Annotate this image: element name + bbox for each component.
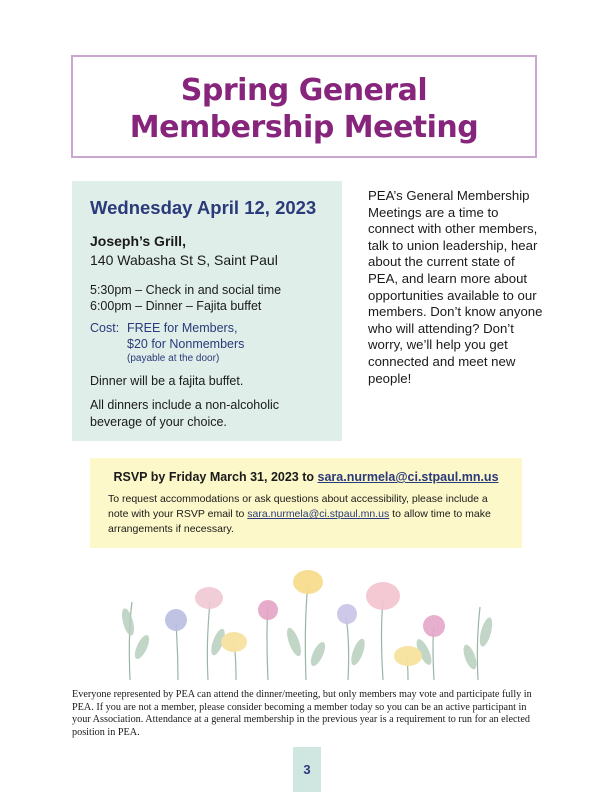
rsvp-email-link[interactable]: sara.nurmela@ci.stpaul.mn.us bbox=[317, 470, 499, 484]
schedule bbox=[90, 282, 324, 314]
membership-disclaimer: Everyone represented by PEA can attend the dinner/meeting, but only members may vote and participate fully in PEA. If you are not a member, please consider becoming a member today so you can be an active participant in your Association. Attendance at a general membership in the previous year is a requirement to run for an elected position in PEA. bbox=[72, 689, 532, 738]
page-number: 3 bbox=[293, 747, 321, 792]
cost-info bbox=[90, 320, 324, 365]
cost-nonmembers: $20 for Nonmembers bbox=[127, 337, 245, 351]
page-title-line-1: Spring General bbox=[180, 73, 428, 108]
rsvp-accessibility-note bbox=[108, 492, 504, 537]
dinner-note: Dinner will be a fajita buffet. bbox=[90, 374, 244, 388]
rsvp-heading-text: RSVP by Friday March 31, 2023 to bbox=[113, 470, 318, 484]
event-details-box bbox=[72, 181, 342, 441]
rsvp-body-email-link[interactable]: sara.nurmela@ci.stpaul.mn.us bbox=[247, 508, 390, 520]
rsvp-heading bbox=[108, 470, 504, 484]
rsvp-body-text: To request accommodations or ask questions about accessibility, please include a note with your RSVP email to bbox=[108, 493, 488, 520]
watercolor-flowers-illustration bbox=[118, 562, 494, 682]
page-title-line-2: Membership Meeting bbox=[129, 110, 479, 145]
beverage-note: All dinners include a non-alcoholic beverage of your choice. bbox=[90, 398, 280, 429]
schedule-item: 5:30pm – Check in and social time bbox=[90, 283, 282, 297]
rsvp-body-text-end: to allow time to make arrangements if necessary. bbox=[108, 508, 491, 535]
cost-label: Cost: bbox=[90, 321, 120, 335]
meeting-description: PEA’s General Membership Meetings are a time to connect with other members, talk to union leadership, hear about the current state of PEA, and learn more about opportunities available to our members. Don’t know anyone who will attending? Don’t worry, we’ll help you get connected and meet new people! bbox=[368, 188, 543, 386]
venue-address: 140 Wabasha St S, Saint Paul bbox=[90, 252, 278, 268]
cost-members: FREE for Members, bbox=[127, 321, 238, 335]
event-date: Wednesday April 12, 2023 bbox=[90, 197, 317, 218]
venue-name: Joseph’s Grill, bbox=[90, 233, 186, 249]
schedule-item: 6:00pm – Dinner – Fajita buffet bbox=[90, 299, 262, 313]
cost-payment-note: (payable at the door) bbox=[127, 353, 220, 364]
title-box bbox=[71, 55, 537, 158]
rsvp-box bbox=[90, 458, 522, 548]
